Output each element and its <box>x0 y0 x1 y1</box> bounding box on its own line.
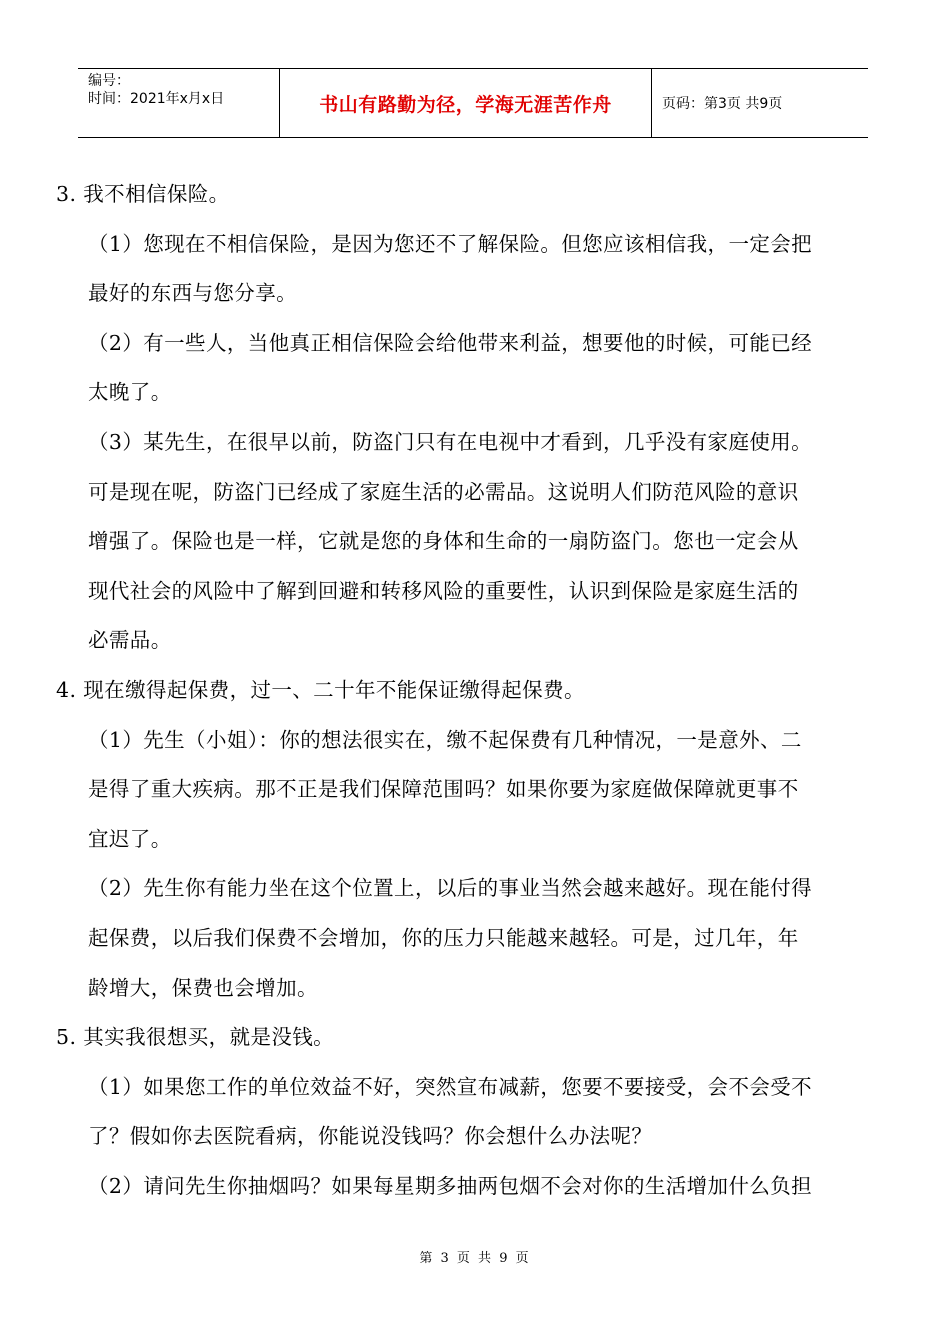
number-label: 编号： <box>88 73 130 89</box>
motto: 书山有路勤为径，学海无涯苦作舟 <box>319 93 612 116</box>
paragraph-line: 宜迟了。 <box>88 826 172 851</box>
page-footer: 第 3 页 共 9 页 <box>419 1251 531 1266</box>
paragraph-line: 了？假如你去医院看病，你能说没钱吗？你会想什么办法呢？ <box>88 1124 653 1149</box>
header-meta <box>78 69 280 137</box>
section-heading: 4. 现在缴得起保费，过一、二十年不能保证缴得起保费。 <box>56 677 585 702</box>
paragraph-line: （3）某先生，在很早以前，防盗门只有在电视中才看到，几乎没有家庭使用。 <box>88 429 813 454</box>
paragraph-line: 增强了。保险也是一样，它就是您的身体和生命的一扇防盗门。您也一定会从 <box>88 529 799 554</box>
paragraph-line: 最好的东西与您分享。 <box>88 281 297 306</box>
paragraph-line: 可是现在呢，防盗门已经成了家庭生活的必需品。这说明人们防范风险的意识 <box>88 479 799 504</box>
section-heading: 3. 我不相信保险。 <box>56 182 230 206</box>
paragraph-line: 太晚了。 <box>88 380 172 405</box>
paragraph-line: 必需品。 <box>88 628 172 653</box>
paragraph-line: 是得了重大疾病。那不正是我们保障范围吗？如果你要为家庭做保障就更事不 <box>88 777 799 802</box>
document-body <box>56 170 866 1211</box>
paragraph-line: （1）如果您工作的单位效益不好，突然宣布减薪，您要不要接受，会不会受不 <box>88 1074 813 1099</box>
paragraph-line: （2）有一些人，当他真正相信保险会给他带来利益，想要他的时候，可能已经 <box>88 330 813 355</box>
header-motto-cell <box>280 69 652 137</box>
page-header <box>78 68 868 138</box>
paragraph-line: （1）您现在不相信保险，是因为您还不了解保险。但您应该相信我，一定会把 <box>88 231 813 256</box>
paragraph-line: （2）请问先生你抽烟吗？如果每星期多抽两包烟不会对你的生活增加什么负担 <box>88 1173 813 1198</box>
paragraph-line: 现代社会的风险中了解到回避和转移风险的重要性，认识到保险是家庭生活的 <box>88 578 799 603</box>
paragraph-line: 龄增大，保费也会增加。 <box>88 975 318 1000</box>
page-label: 页码：第3页 共9页 <box>662 96 783 112</box>
paragraph-line: 起保费，以后我们保费不会增加，你的压力只能越来越轻。可是，过几年，年 <box>88 925 799 950</box>
paragraph-line: （2）先生你有能力坐在这个位置上，以后的事业当然会越来越好。现在能付得 <box>88 876 813 901</box>
header-page-cell <box>652 69 868 137</box>
section-heading: 5. 其实我很想买，就是没钱。 <box>56 1025 335 1050</box>
paragraph-line: （1）先生（小姐）：你的想法很实在，缴不起保费有几种情况，一是意外、二 <box>88 727 802 752</box>
time-label: 时间：2021年x月x日 <box>88 91 225 107</box>
